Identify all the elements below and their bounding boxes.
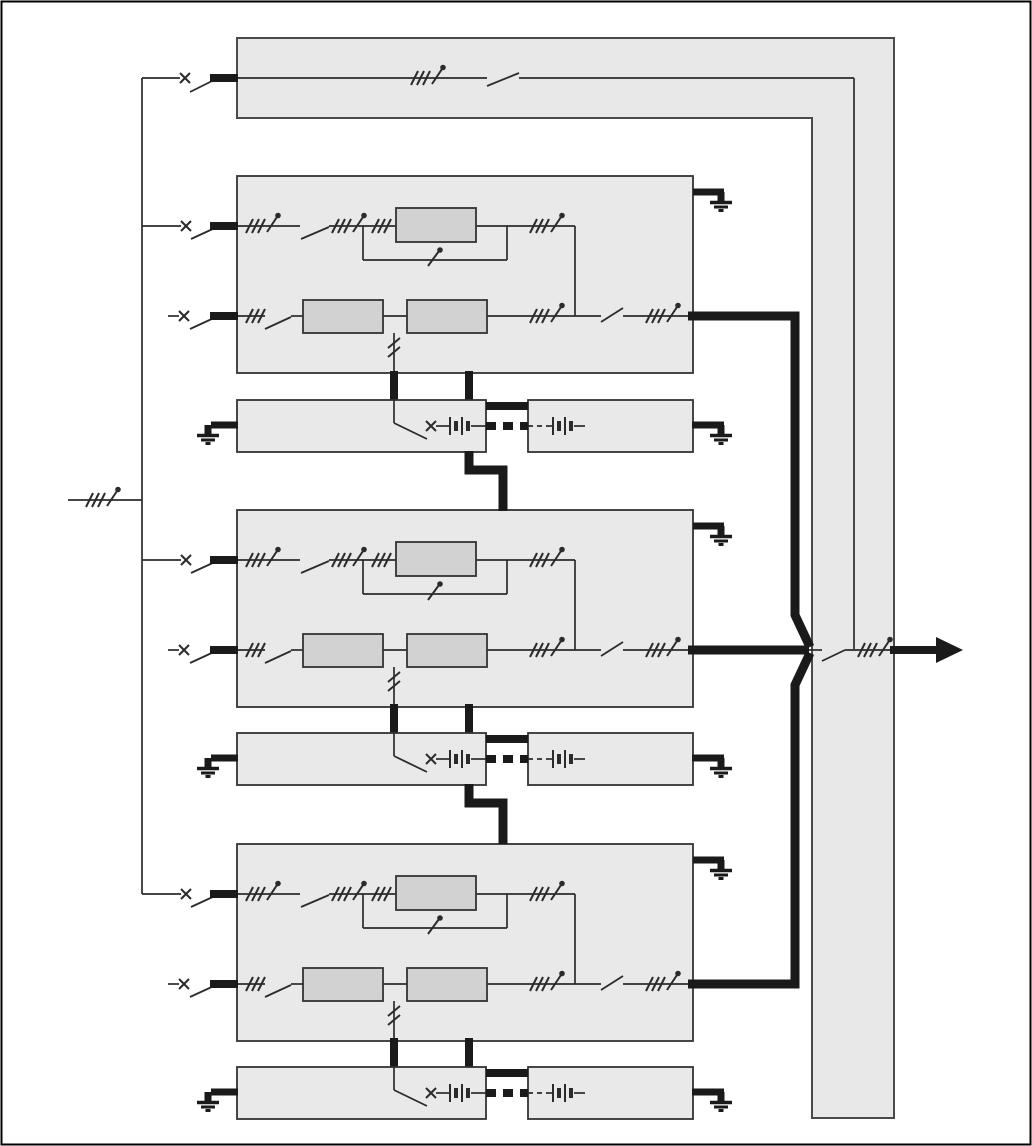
module-ground-symbol — [693, 860, 732, 879]
ups-module-1 — [142, 176, 732, 373]
static-bypass-switch-box — [396, 542, 476, 576]
inverter-box — [407, 300, 487, 333]
ups-module-2 — [142, 510, 732, 707]
battery-cabinet-1 — [197, 371, 732, 511]
open-point-x-mark — [181, 555, 191, 565]
ups-module-1-enclosure — [237, 176, 693, 373]
open-point-x-mark — [181, 221, 191, 231]
open-point-x-mark — [179, 311, 189, 321]
three-phase-slash-marks — [86, 493, 105, 507]
battery-ground-left — [197, 1092, 238, 1111]
inverter-box — [407, 968, 487, 1001]
neutral-arrow-mark — [107, 487, 121, 506]
ups-module-2-enclosure — [237, 510, 693, 707]
bus-upper — [688, 316, 810, 647]
battery-cabinet-2 — [197, 704, 732, 844]
module-ground-symbol — [693, 526, 732, 545]
open-point-x-mark — [180, 73, 190, 83]
static-bypass-switch-box — [396, 208, 476, 242]
battery-cabinet-3 — [197, 1038, 732, 1119]
ups-module-3 — [142, 844, 732, 1041]
battery-ground-left — [197, 425, 238, 444]
rectifier-box — [303, 968, 383, 1001]
battery-ground-right — [692, 425, 732, 444]
battery-ground-left — [197, 758, 238, 777]
open-point-x-mark — [181, 889, 191, 899]
rectifier-box — [303, 300, 383, 333]
inverter-box — [407, 634, 487, 667]
module-ground-symbol — [693, 192, 732, 211]
battery-ground-right — [692, 758, 732, 777]
battery-ground-right — [692, 1092, 732, 1111]
static-bypass-switch-box — [396, 876, 476, 910]
dc-step-connector — [469, 451, 503, 511]
bus-lower — [688, 653, 810, 984]
paralleling-output-bus — [688, 316, 810, 984]
open-point-x-mark — [179, 979, 189, 989]
output-arrowhead-icon — [936, 637, 963, 663]
open-point-x-mark — [179, 645, 189, 655]
dc-step-connector — [469, 784, 503, 844]
ups-module-3-enclosure — [237, 844, 693, 1041]
rectifier-box — [303, 634, 383, 667]
